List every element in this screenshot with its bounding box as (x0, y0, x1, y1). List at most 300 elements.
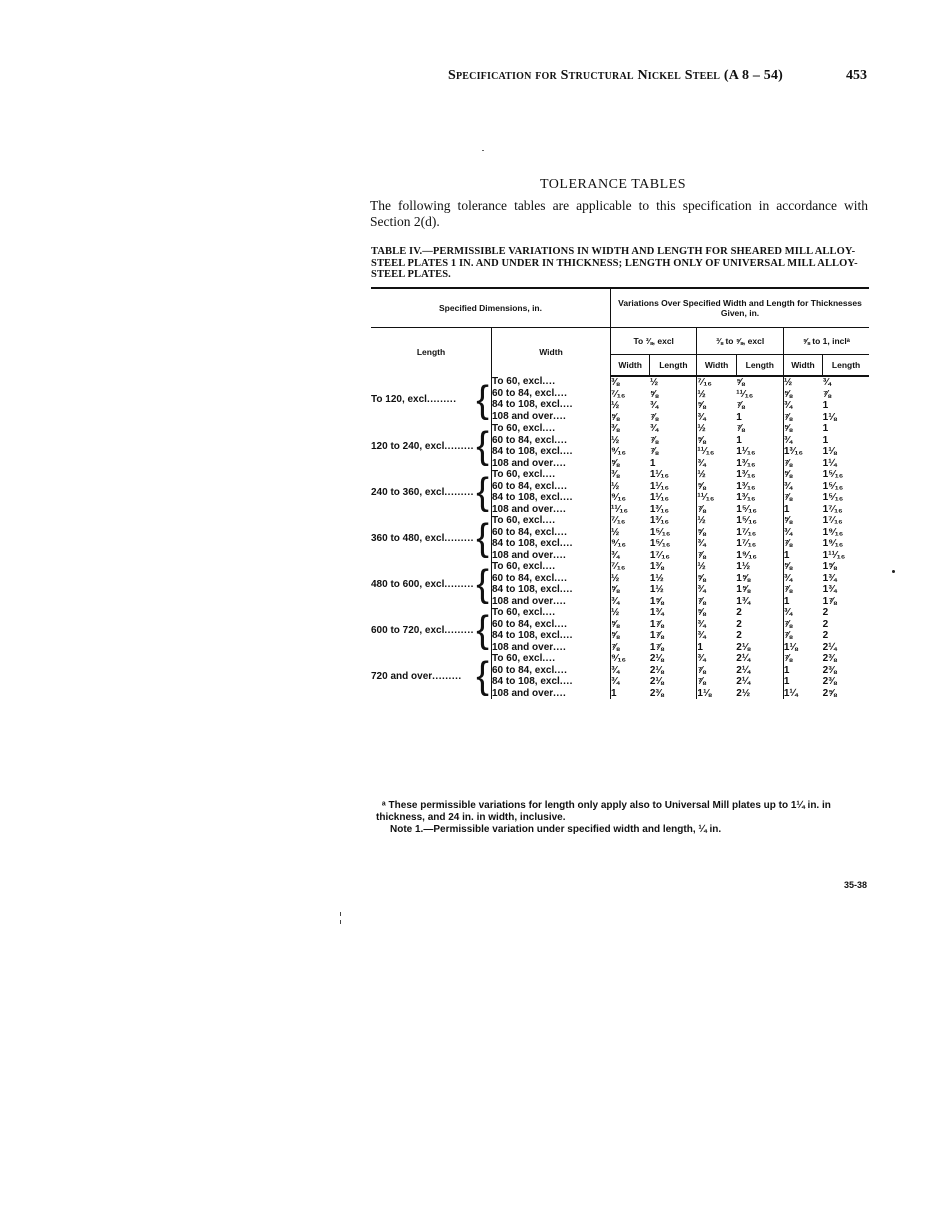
section-title: TOLERANCE TABLES (540, 177, 686, 192)
variation-value: ¾ (697, 653, 706, 664)
width-range (492, 423, 610, 435)
variation-column (650, 469, 697, 515)
sub-header-length: Length (736, 355, 783, 377)
variation-value: ⁹⁄₁₆ (611, 492, 627, 503)
brace-glyph: { (476, 378, 489, 421)
variation-value: 1⁹⁄₁₆ (822, 538, 844, 549)
sub-header-width: Width (697, 355, 736, 377)
width-range (492, 376, 610, 388)
variation-value: 2⅜ (822, 664, 837, 676)
width-range-label: To 60, excl (492, 423, 543, 434)
width-range (492, 538, 610, 550)
variation-value: ¹¹⁄₁₆ (697, 492, 715, 503)
length-range: 120 to 240, excl (371, 440, 445, 452)
variation-value: ⅞ (822, 388, 832, 400)
variation-value: ⅞ (783, 653, 793, 664)
variation-value: ⅝ (611, 584, 620, 595)
variation-value: 1 (697, 641, 703, 653)
variation-value: 1¾ (822, 584, 837, 595)
variation-value: 2⅜ (822, 676, 837, 687)
variation-value: ¹¹⁄₁₆ (611, 503, 629, 515)
variation-value: 1⅛ (822, 411, 837, 423)
variation-column (611, 376, 650, 423)
variation-column (736, 607, 783, 653)
variation-value: 1½ (649, 572, 664, 584)
variation-value: ½ (697, 515, 706, 526)
tolerance-table (371, 287, 869, 699)
variation-value: ⅝ (783, 561, 793, 572)
leader-dots: .... (554, 618, 568, 630)
variation-value: 2 (822, 607, 829, 618)
variation-column (611, 423, 650, 469)
width-range-label: 60 to 84, excl (492, 572, 555, 584)
variation-value: ⅞ (649, 411, 659, 423)
variation-value: 1 (822, 400, 829, 411)
variation-value: ⅞ (697, 549, 706, 561)
variation-value: 1⅜ (649, 561, 664, 572)
variation-value: ⅝ (783, 423, 793, 434)
header-specified-dimensions: Specified Dimensions, in. (371, 288, 611, 328)
variation-column (650, 607, 697, 653)
variation-value: ¾ (783, 480, 793, 492)
variation-value: ⅞ (697, 676, 706, 687)
variation-value: 2 (822, 618, 829, 630)
variation-value: ¾ (697, 630, 706, 641)
variation-value: ⅞ (736, 423, 745, 434)
variation-value: 1½ (736, 561, 751, 572)
leader-dots: .... (559, 446, 573, 457)
page-number: 453 (846, 68, 867, 83)
variation-column (823, 423, 869, 469)
width-range-label: 60 to 84, excl (492, 480, 555, 492)
variation-value: 2¼ (822, 641, 837, 653)
variation-column (783, 515, 822, 561)
width-ranges (492, 653, 611, 699)
variation-value: ⁹⁄₁₆ (611, 446, 627, 457)
variation-value: 1 (783, 676, 790, 687)
variation-value: 2⅜ (822, 653, 837, 664)
width-range (492, 607, 610, 619)
variation-column (736, 561, 783, 607)
variation-value: ¾ (822, 377, 832, 388)
variation-value: ⅝ (697, 434, 706, 446)
width-range-label: 108 and over (492, 595, 554, 607)
leader-dots: .... (554, 434, 568, 446)
width-range-label: 108 and over (492, 641, 554, 653)
variation-column (697, 607, 736, 653)
footnote-a: ᵃ These permissible variations for length only apply also to Universal Mill plates up to 1¼ in. in thickness, and 24 in. in width, inclusive. (376, 800, 831, 823)
width-range-label: 84 to 108, excl (492, 676, 560, 687)
variation-column (697, 561, 736, 607)
width-range (492, 435, 610, 447)
variation-value: ⅝ (611, 457, 620, 469)
brace-glyph: { (476, 563, 489, 605)
variation-value: 1³⁄₁₆ (783, 446, 804, 457)
leader-dots: .... (553, 687, 567, 699)
row-length-label (371, 469, 492, 515)
variation-column (650, 515, 697, 561)
width-range-label: 84 to 108, excl (492, 399, 560, 410)
length-range: 480 to 600, excl (371, 578, 445, 590)
variation-column (823, 607, 869, 653)
width-ranges (492, 607, 611, 653)
variation-column (736, 423, 783, 469)
width-range (492, 665, 610, 677)
variation-value: 1⁹⁄₁₆ (822, 526, 844, 538)
variation-column (650, 653, 697, 699)
width-range-label: 84 to 108, excl (492, 446, 560, 457)
variation-value: ½ (697, 423, 706, 434)
variation-value: ¾ (697, 538, 706, 549)
sub-header-width: Width (783, 355, 822, 377)
variation-value: ¹¹⁄₁₆ (736, 388, 754, 400)
variation-value: 1¹⁄₁₆ (736, 446, 756, 457)
variation-value: 1¾ (649, 607, 664, 618)
width-range (492, 446, 610, 458)
leader-dots: .... (559, 676, 573, 687)
width-range (492, 596, 610, 608)
table-row (371, 561, 869, 607)
variation-value: ⅞ (783, 492, 793, 503)
variation-value: ⅞ (783, 411, 793, 423)
variation-value: ⅝ (649, 388, 659, 400)
note-1: Note 1.—Permissible variation under specified width and length, ¼ in. (390, 824, 722, 835)
row-length-label (371, 376, 492, 423)
variation-value: 1 (736, 411, 742, 423)
variation-value: ⅜ (611, 423, 620, 434)
width-range (492, 688, 610, 700)
variation-value: 1 (822, 423, 829, 434)
width-range (492, 481, 610, 493)
sub-header-width: Width (611, 355, 650, 377)
variation-column (783, 607, 822, 653)
width-ranges (492, 376, 611, 423)
leader-dots: .... (559, 538, 573, 549)
width-range-label: 84 to 108, excl (492, 630, 560, 641)
variation-column (736, 469, 783, 515)
variation-value: ½ (611, 526, 620, 538)
variation-column (697, 376, 736, 423)
width-range-label: To 60, excl (492, 653, 543, 664)
group-header-thin: To ⅜, excl (611, 328, 697, 355)
width-range (492, 515, 610, 527)
variation-column (697, 423, 736, 469)
variation-value: ¾ (697, 584, 706, 595)
footnotes (376, 800, 873, 836)
variation-value: 2⅛ (649, 653, 664, 664)
variation-value: ¹¹⁄₁₆ (697, 446, 715, 457)
variation-value: ⁷⁄₁₆ (697, 377, 712, 388)
leader-dots: .... (542, 561, 556, 572)
variation-value: 1⅞ (649, 618, 664, 630)
variation-value: 1⅝ (649, 595, 664, 607)
width-ranges (492, 561, 611, 607)
variation-value: 1 (783, 664, 790, 676)
variation-value: 1⅝ (736, 572, 751, 584)
variation-value: ⅞ (736, 400, 745, 411)
variation-value: ½ (611, 572, 620, 584)
variation-column (611, 607, 650, 653)
width-range (492, 388, 610, 400)
width-range-label: 108 and over (492, 503, 554, 515)
variation-value: 1½ (649, 584, 664, 595)
width-ranges (492, 469, 611, 515)
width-range (492, 458, 610, 470)
variation-column (611, 653, 650, 699)
variation-value: ⅞ (783, 630, 793, 641)
variation-column (823, 653, 869, 699)
variation-value: ½ (611, 400, 620, 411)
variation-value: 1¹⁄₁₆ (649, 492, 670, 503)
variation-value: 1 (783, 503, 790, 515)
leader-dots: .... (542, 469, 556, 480)
row-length-label (371, 515, 492, 561)
variation-value: ⅞ (649, 434, 659, 446)
variation-value: ¾ (697, 457, 706, 469)
variation-column (650, 376, 697, 423)
length-range: 720 and over (371, 670, 433, 682)
variation-value: ⅝ (697, 480, 706, 492)
variation-value: 1⁷⁄₁₆ (649, 549, 670, 561)
variation-column (783, 423, 822, 469)
width-range (492, 642, 610, 654)
variation-value: 2 (736, 618, 742, 630)
width-range-label: To 60, excl (492, 376, 543, 387)
variation-value: ¾ (783, 400, 793, 411)
leader-dots: .... (559, 399, 573, 410)
width-range-label: 84 to 108, excl (492, 538, 560, 549)
width-range (492, 619, 610, 631)
width-range-label: 84 to 108, excl (492, 492, 560, 503)
variation-value: ⁹⁄₁₆ (611, 538, 627, 549)
variation-value: 1³⁄₁₆ (736, 469, 756, 480)
width-range-label: 60 to 84, excl (492, 387, 555, 399)
length-range: 600 to 720, excl (371, 624, 445, 636)
leader-dots: .... (553, 595, 567, 607)
row-length-label (371, 561, 492, 607)
variation-column (823, 469, 869, 515)
variation-value: 2⅜ (649, 687, 664, 699)
variation-column (697, 515, 736, 561)
variation-value: ¾ (783, 434, 793, 446)
leader-dots: .... (554, 572, 568, 584)
variation-value: 2¼ (736, 676, 751, 687)
variation-value: ¾ (783, 572, 793, 584)
leader-dots: ......... (444, 532, 474, 544)
variation-value: 1⁵⁄₁₆ (736, 503, 757, 515)
variation-value: 1⁵⁄₁₆ (736, 515, 757, 526)
variation-value: 1⁵⁄₁₆ (649, 526, 671, 538)
variation-value: ⅞ (783, 584, 793, 595)
width-range-label: 108 and over (492, 687, 554, 699)
variation-column (783, 653, 822, 699)
leader-dots: .... (559, 492, 573, 503)
width-range-label: To 60, excl (492, 561, 543, 572)
width-range (492, 527, 610, 539)
variation-value: ⅜ (611, 377, 620, 388)
width-range-label: 108 and over (492, 457, 554, 469)
variation-value: ¾ (611, 549, 620, 561)
variation-value: 1⁵⁄₁₆ (822, 469, 844, 480)
variation-value: 1⅞ (822, 595, 837, 607)
table-row (371, 469, 869, 515)
variation-value: 1⅛ (822, 446, 837, 457)
variation-value: 1 (736, 434, 742, 446)
variation-value: ½ (611, 434, 620, 446)
variation-value: 1³⁄₁₆ (649, 503, 670, 515)
table-row (371, 515, 869, 561)
variation-value: 1⅞ (649, 630, 664, 641)
variation-value: 1¹⁄₁₆ (649, 480, 670, 492)
variation-value: 1⁷⁄₁₆ (736, 526, 757, 538)
variation-value: ⅝ (611, 630, 620, 641)
variation-column (611, 515, 650, 561)
width-ranges (492, 423, 611, 469)
leader-dots: .... (553, 641, 567, 653)
variation-value: ¾ (697, 411, 706, 423)
variation-value: 2 (822, 630, 829, 641)
variation-value: ¾ (783, 526, 793, 538)
plate-code: 35-38 (844, 880, 868, 890)
variation-value: 1 (649, 457, 656, 469)
variation-value: ¾ (611, 664, 620, 676)
variation-value: 2⅛ (649, 664, 664, 676)
variation-value: ½ (611, 480, 620, 492)
variation-value: ⁷⁄₁₆ (611, 515, 626, 526)
row-length-label (371, 653, 492, 699)
variation-value: 1¼ (783, 687, 798, 699)
width-range (492, 584, 610, 596)
width-range (492, 550, 610, 562)
variation-column (736, 515, 783, 561)
variation-value: ¾ (649, 423, 659, 434)
variation-column (783, 376, 822, 423)
variation-column (783, 469, 822, 515)
variation-value: ½ (649, 377, 659, 388)
variation-column (736, 653, 783, 699)
leader-dots: .... (553, 457, 567, 469)
variation-value: ½ (697, 388, 706, 400)
leader-dots: ......... (432, 670, 462, 682)
variation-value: ½ (611, 607, 620, 618)
width-range (492, 676, 610, 688)
variation-value: ½ (697, 469, 706, 480)
variation-value: ⁹⁄₁₆ (611, 653, 627, 664)
width-range (492, 399, 610, 411)
variation-value: ⅝ (783, 469, 793, 480)
variation-column (697, 653, 736, 699)
intro-paragraph: The following tolerance tables are applicable to this specification in accordance with Section 2(d). (370, 198, 868, 229)
width-range-label: To 60, excl (492, 515, 543, 526)
brace-glyph: { (476, 471, 489, 513)
variation-value: 1⁵⁄₁₆ (822, 480, 844, 492)
variation-value: 1⅞ (649, 641, 664, 653)
variation-value: 2½ (736, 687, 751, 699)
margin-mark (892, 570, 895, 573)
variation-value: 2 (736, 607, 742, 618)
leader-dots: ......... (426, 394, 457, 405)
variation-value: ¾ (611, 676, 620, 687)
brace-glyph: { (476, 609, 489, 651)
variation-value: 2¼ (736, 653, 751, 664)
variation-value: 2⅛ (736, 641, 751, 653)
margin-mark (340, 920, 341, 924)
width-range (492, 469, 610, 481)
variation-value: 1¹¹⁄₁₆ (822, 549, 846, 561)
leader-dots: .... (554, 480, 568, 492)
group-header-thick: ⅝ to 1, inclᵃ (783, 328, 869, 355)
leader-dots: .... (553, 503, 567, 515)
variation-value: ⅝ (611, 411, 620, 423)
row-length-label (371, 423, 492, 469)
leader-dots: .... (559, 630, 573, 641)
leader-dots: ......... (444, 440, 474, 452)
width-range-label: 108 and over (492, 549, 554, 561)
leader-dots: .... (542, 423, 556, 434)
variation-value: ¾ (611, 595, 620, 607)
width-range (492, 630, 610, 642)
leader-dots: ......... (444, 486, 474, 498)
width-ranges (492, 515, 611, 561)
variation-value: 1⁵⁄₁₆ (649, 538, 671, 549)
margin-mark (340, 912, 341, 916)
variation-value: ⅝ (783, 388, 793, 400)
variation-value: 1¾ (736, 595, 751, 607)
width-range-label: 60 to 84, excl (492, 434, 555, 446)
leader-dots: ......... (444, 624, 474, 636)
variation-value: 1¹⁄₁₆ (649, 469, 670, 480)
variation-column (697, 469, 736, 515)
leader-dots: .... (542, 607, 556, 618)
variation-value: ⅝ (697, 572, 706, 584)
variation-value: ¾ (649, 400, 659, 411)
variation-value: ⅝ (736, 377, 745, 388)
width-range (492, 411, 610, 423)
leader-dots: .... (554, 664, 568, 676)
variation-value: 1⁷⁄₁₆ (822, 515, 843, 526)
variation-value: 1³⁄₁₆ (736, 492, 756, 503)
variation-value: 2⅛ (649, 676, 664, 687)
variation-value: 1¼ (822, 457, 837, 469)
variation-value: 1⅛ (783, 641, 798, 653)
variation-value: ⅞ (783, 457, 793, 469)
running-head: Specification for Structural Nickel Steel (A 8 – 54) (448, 68, 784, 83)
variation-value: ⅜ (611, 469, 620, 480)
variation-value: 1³⁄₁₆ (649, 515, 670, 526)
variation-value: ⅞ (697, 503, 706, 515)
width-range-label: 60 to 84, excl (492, 664, 555, 676)
table-row (371, 376, 869, 423)
width-range-label: 60 to 84, excl (492, 618, 555, 630)
leader-dots: .... (542, 515, 556, 526)
width-range-label: To 60, excl (492, 607, 543, 618)
variation-value: ½ (783, 377, 793, 388)
variation-value: ⅞ (697, 595, 706, 607)
variation-value: 1⅛ (697, 687, 712, 699)
variation-value: 1⁹⁄₁₆ (736, 549, 757, 561)
variation-value: ⅝ (611, 618, 620, 630)
column-header-length: Length (416, 347, 446, 357)
variation-value: ⅞ (783, 618, 793, 630)
variation-value: 1³⁄₁₆ (736, 480, 756, 492)
variation-column (611, 469, 650, 515)
variation-value: ¾ (697, 618, 706, 630)
variation-value: ¾ (783, 607, 793, 618)
variation-value: 1⅝ (736, 584, 751, 595)
width-range (492, 653, 610, 665)
table-row (371, 423, 869, 469)
variation-value: 1 (822, 434, 829, 446)
